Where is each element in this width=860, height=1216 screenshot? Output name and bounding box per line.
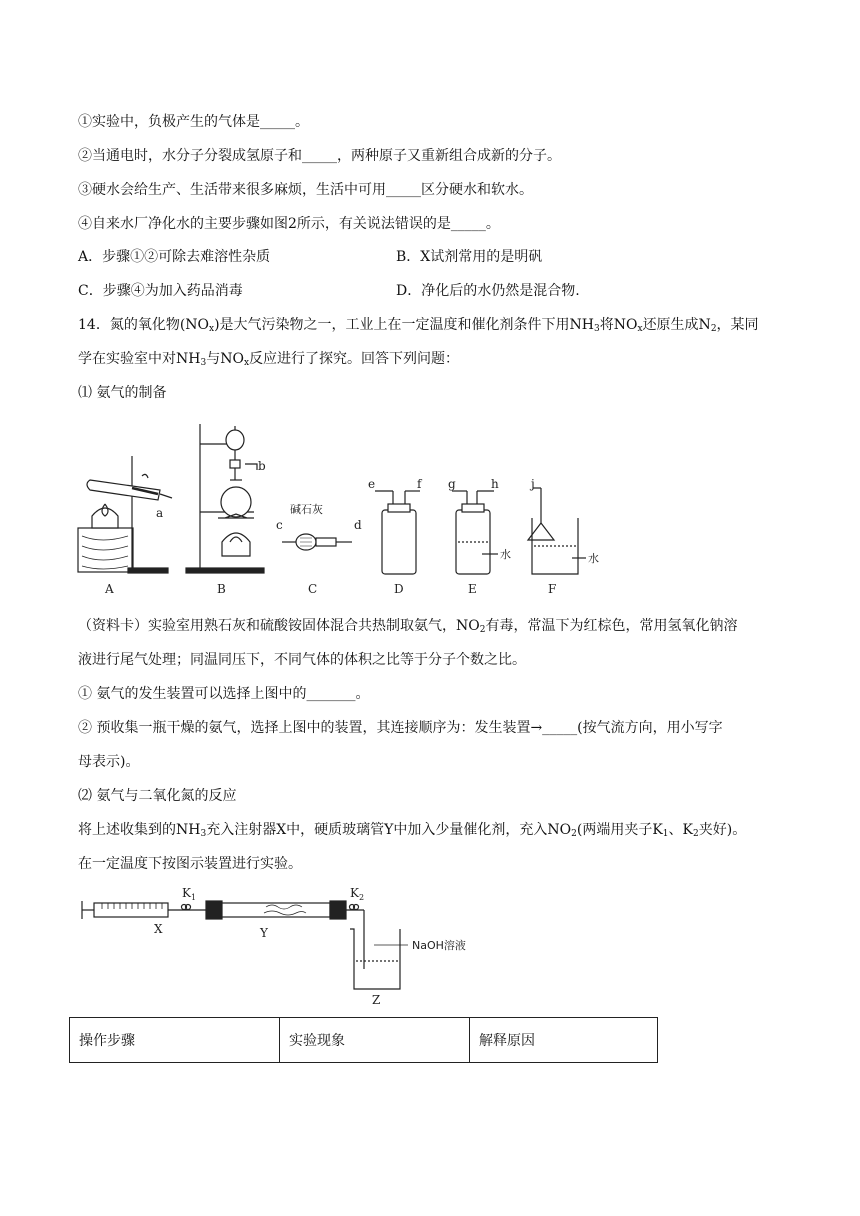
part2-line-2: 在一定温度下按图示装置进行实验。 [78,856,302,872]
soda-lime-label: 碱石灰 [290,503,323,516]
apparatus-f [528,488,586,574]
apparatus-figure [70,418,690,603]
sub-question-2-cont: 母表示)。 [78,754,140,770]
apparatus-c [282,534,352,550]
q13-option-b: B．X试剂常用的是明矾 [396,249,543,265]
q13-item-2: ②当通电时，水分子分裂成氢原子和_____，两种原子又重新组合成新的分子。 [78,148,561,164]
label-g: g [448,477,456,491]
label-y: Y [260,926,268,940]
water-label-e: 水 [500,548,511,561]
sub-question-2: ② 预收集一瓶干燥的氨气，选择上图中的装置，其连接顺序为：发生装置→_____(按气流方向，用小写字 [78,720,723,736]
q13-option-c: C．步骤④为加入药品消毒 [78,283,243,299]
label-c: c [276,518,283,532]
part2-title: ⑵ 氨气与二氧化氮的反应 [78,788,237,804]
header-step: 操作步骤 [70,1018,280,1063]
caption-f: F [548,582,557,596]
caption-b: B [217,582,226,596]
caption-a: A [105,582,114,596]
info-card-line-2: 液进行尾气处理；同温同压下，不同气体的体积之比等于分子个数之比。 [78,652,526,668]
reaction-apparatus-figure [78,885,498,1010]
apparatus-b [186,424,264,573]
label-z: Z [372,993,381,1007]
q13-option-d: D．净化后的水仍然是混合物. [396,283,580,299]
label-d: d [354,518,362,532]
q14-stem-line-2: 学在实验室中对$NH_3$与$NO_x$反应进行了探究。回答下列问题： [78,351,460,368]
clamp-k1 [182,905,191,910]
caption-d: D [394,582,404,596]
label-k2: $K_2$ [350,886,365,902]
water-label-f: 水 [588,552,599,565]
info-card-line-1: （资料卡）实验室用熟石灰和硫酸铵固体混合共热制取氨气，$NO_2$有毒，常温下为红棕色，常用氢氧化钠溶 [78,618,738,635]
label-k1: $K_1$ [182,886,197,902]
q13-item-4: ④自来水厂净化水的主要步骤如图2所示，有关说法错误的是_____。 [78,216,500,232]
q13-item-3: ③硬水会给生产、生活带来很多麻烦，生活中可用_____区分硬水和软水。 [78,182,533,198]
naoh-label: NaOH溶液 [412,939,466,952]
label-f: f [417,477,422,491]
q13-option-a: A．步骤①②可除去难溶性杂质 [78,249,271,265]
q14-stem-line-1: 14．氮的氧化物$(NO_x)$是大气污染物之一，工业上在一定温度和催化剂条件下用$NH_3$将$NO_x$还原生成$N_2$，某同 [78,317,759,334]
part1-title: ⑴ 氨气的制备 [78,385,167,401]
label-x: X [154,922,163,936]
apparatus-e [452,491,498,574]
label-e: e [368,477,376,491]
tube-y [206,901,364,969]
caption-e: E [468,582,477,596]
experiment-table [69,1017,658,1063]
q13-item-1: ①实验中，负极产生的气体是_____。 [78,114,309,130]
label-j: j [531,477,535,491]
header-reason: 解释原因 [470,1018,658,1063]
header-phenomenon: 实验现象 [280,1018,470,1063]
table-header-row [70,1018,658,1063]
label-a: a [156,506,164,520]
label-b: b [258,459,266,473]
beaker-z [350,929,408,989]
label-h: h [491,477,499,491]
part2-line-1: 将上述收集到的$NH_3$充入注射器X中，硬质玻璃管Y中加入少量催化剂，充入$NO_2$(两端用夹子$K_1$、$K_2$夹好)。 [78,822,747,839]
caption-c: C [308,582,318,596]
sub-question-1: ① 氨气的发生装置可以选择上图中的_______。 [78,686,370,702]
clamp-k2 [350,905,359,910]
apparatus-d [375,491,420,574]
